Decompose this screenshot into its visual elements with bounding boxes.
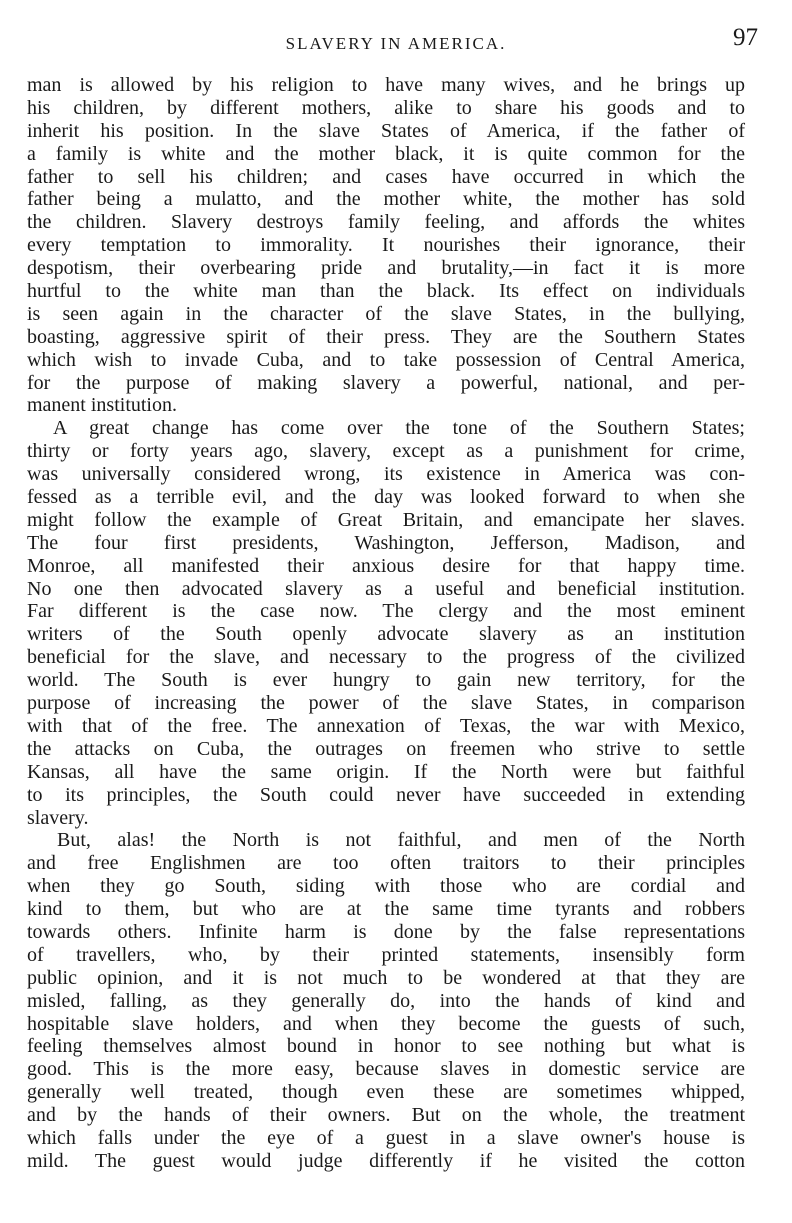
text-line: feeling themselves almost bound in honor to see nothing but what is xyxy=(27,1035,745,1058)
text-line: mild. The guest would judge differently if he visited the cotton xyxy=(27,1149,745,1172)
text-line: public opinion, and it is not much to be wondered at that they are xyxy=(27,966,745,989)
text-line: good. This is the more easy, because slaves in domestic service are xyxy=(27,1058,745,1081)
text-line: might follow the example of Great Britain, and emancipate her slaves. xyxy=(27,508,745,531)
text-line: boasting, aggressive spirit of their press. They are the Southern States xyxy=(27,325,745,348)
text-line: with that of the free. The annexation of Texas, the war with Mexico, xyxy=(27,714,745,737)
text-line: every temptation to immorality. It nourishes their ignorance, their xyxy=(27,234,745,257)
text-line: kind to them, but who are at the same time tyrants and robbers xyxy=(27,898,745,921)
text-line: writers of the South openly advocate slavery as an institution xyxy=(27,623,745,646)
text-line: thirty or forty years ago, slavery, except as a punishment for crime, xyxy=(27,440,745,463)
text-line: hurtful to the white man than the black. Its effect on individuals xyxy=(27,280,745,303)
text-line: towards others. Infinite harm is done by the false representations xyxy=(27,920,745,943)
text-line: No one then advocated slavery as a useful and beneficial institution. xyxy=(27,577,745,600)
text-line: world. The South is ever hungry to gain new territory, for the xyxy=(27,669,745,692)
text-line: despotism, their overbearing pride and brutality,—in fact it is more xyxy=(27,257,745,280)
paragraph-end-line: manent institution. xyxy=(27,394,177,417)
text-line: which falls under the eye of a guest in a slave owner's house is xyxy=(27,1126,745,1149)
text-line: Far different is the case now. The clergy and the most eminent xyxy=(27,600,745,623)
text-line: of travellers, who, by their printed statements, insensibly form xyxy=(27,943,745,966)
text-line: father to sell his children; and cases have occurred in which the xyxy=(27,165,745,188)
text-line: was universally considered wrong, its existence in America was con- xyxy=(27,463,745,486)
text-line: purpose of increasing the power of the slave States, in comparison xyxy=(27,692,745,715)
text-line: Kansas, all have the same origin. If the North were but faithful xyxy=(27,760,745,783)
page-header xyxy=(28,24,764,64)
paragraph-end-line: slavery. xyxy=(27,806,89,829)
text-line: Monroe, all manifested their anxious desire for that happy time. xyxy=(27,554,745,577)
text-line: father being a mulatto, and the mother white, the mother has sold xyxy=(27,188,745,211)
text-line: and free Englishmen are too often traitors to their principles xyxy=(27,852,745,875)
text-line: the children. Slavery destroys family feeling, and affords the whites xyxy=(27,211,745,234)
text-line: generally well treated, though even these are sometimes whipped, xyxy=(27,1081,745,1104)
paragraph-start-line: But, alas! the North is not faithful, and men of the North xyxy=(57,829,745,852)
text-line: the attacks on Cuba, the outrages on freemen who strive to settle xyxy=(27,737,745,760)
text-line: The four first presidents, Washington, Jefferson, Madison, and xyxy=(27,531,745,554)
text-line: for the purpose of making slavery a powerful, national, and per- xyxy=(27,371,745,394)
text-line: and by the hands of their owners. But on the whole, the treatment xyxy=(27,1104,745,1127)
text-line: misled, falling, as they generally do, into the hands of kind and xyxy=(27,989,745,1012)
text-line: which wish to invade Cuba, and to take possession of Central America, xyxy=(27,348,745,371)
paragraph-start-line: A great change has come over the tone of the Southern States; xyxy=(53,417,745,440)
text-line: hospitable slave holders, and when they become the guests of such, xyxy=(27,1012,745,1035)
text-line: beneficial for the slave, and necessary to the progress of the civilized xyxy=(27,646,745,669)
page-number: 97 xyxy=(733,24,758,51)
text-line: is seen again in the character of the slave States, in the bullying, xyxy=(27,302,745,325)
text-line: man is allowed by his religion to have many wives, and he brings up xyxy=(27,74,745,96)
text-line: his children, by different mothers, alike to share his goods and to xyxy=(27,96,745,119)
text-line: to its principles, the South could never have succeeded in extending xyxy=(27,783,745,806)
text-line: fessed as a terrible evil, and the day was looked forward to when she xyxy=(27,486,745,509)
text-line: inherit his position. In the slave States of America, if the father of xyxy=(27,119,745,142)
body-text xyxy=(27,74,745,1173)
text-line: when they go South, siding with those who are cordial and xyxy=(27,875,745,898)
text-line: a family is white and the mother black, it is quite common for the xyxy=(27,142,745,165)
running-title: SLAVERY IN AMERICA. xyxy=(285,34,507,53)
